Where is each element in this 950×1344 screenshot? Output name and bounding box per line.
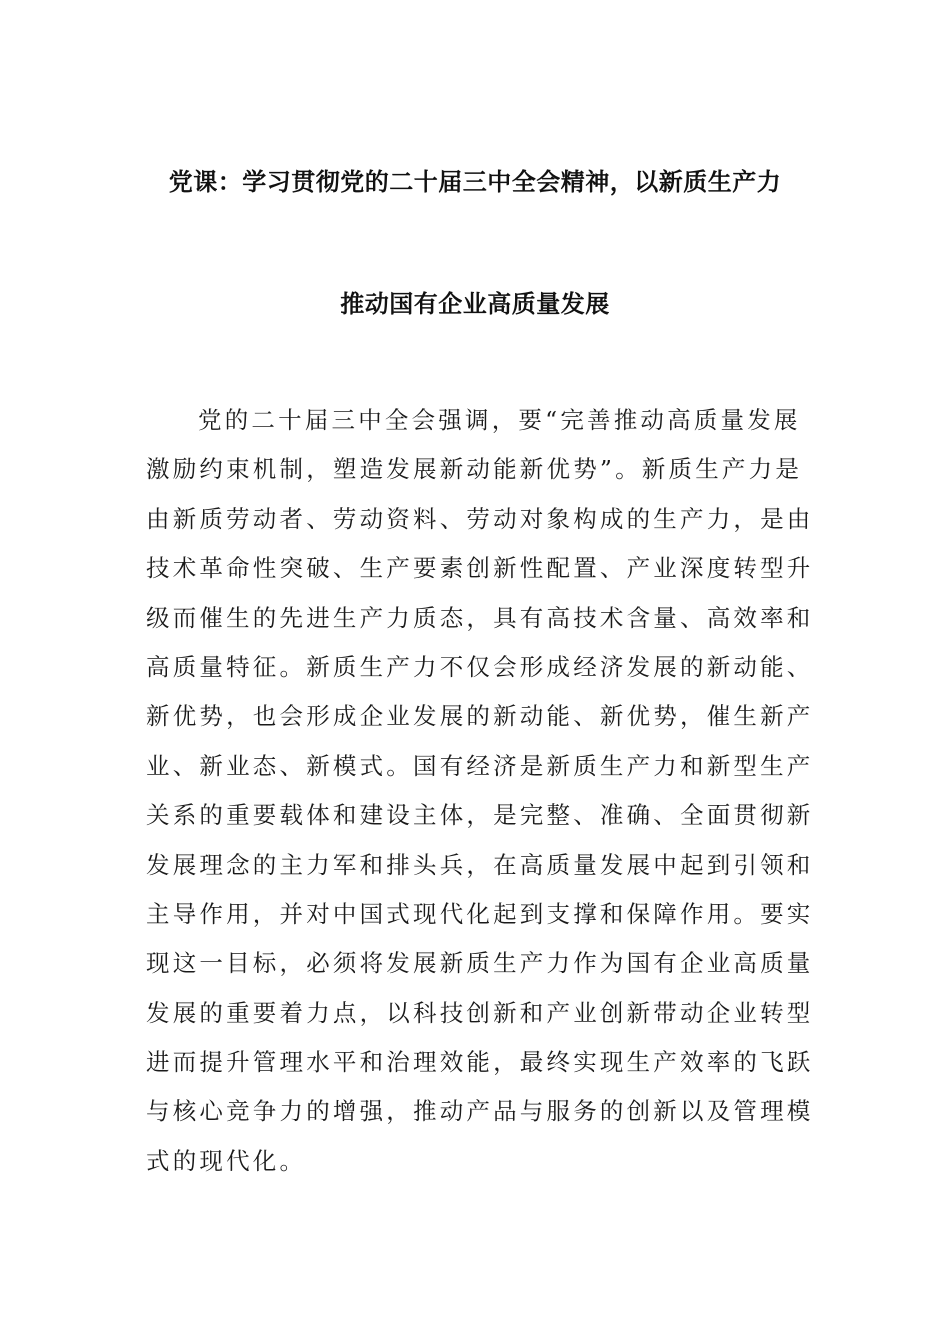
paragraph-line: 党的二十届三中全会强调，要“完善推动高质量发展 (198, 406, 801, 434)
paragraph-line: 发展理念的主力军和排头兵，在高质量发展中起到引领和 (146, 850, 814, 879)
paragraph-line: 新优势，也会形成企业发展的新动能、新优势，催生新产 (146, 702, 814, 731)
paragraph-line: 关系的重要载体和建设主体，是完整、准确、全面贯彻新 (146, 801, 814, 830)
document-title-line-1: 党课：学习贯彻党的二十届三中全会精神，以新质生产力 (168, 168, 782, 196)
paragraph-line: 高质量特征。新质生产力不仅会形成经济发展的新动能、 (146, 652, 814, 681)
document-title-line-2: 推动国有企业高质量发展 (340, 290, 610, 318)
paragraph-line: 技术革命性突破、生产要素创新性配置、产业深度转型升 (146, 554, 814, 583)
paragraph-line: 发展的重要着力点，以科技创新和产业创新带动企业转型 (146, 998, 814, 1027)
paragraph-line: 式的现代化。 (146, 1146, 307, 1175)
paragraph-line: 激励约束机制，塑造发展新动能新优势”。新质生产力是 (146, 455, 803, 484)
paragraph-line: 现这一目标，必须将发展新质生产力作为国有企业高质量 (146, 949, 814, 978)
paragraph-line: 与核心竞争力的增强，推动产品与服务的创新以及管理模 (146, 1097, 814, 1126)
paragraph-line: 进而提升管理水平和治理效能，最终实现生产效率的飞跃 (146, 1048, 814, 1077)
paragraph-line: 主导作用，并对中国式现代化起到支撑和保障作用。要实 (146, 899, 814, 928)
paragraph-line: 由新质劳动者、劳动资料、劳动对象构成的生产力，是由 (146, 504, 814, 533)
paragraph-line: 级而催生的先进生产力质态，具有高技术含量、高效率和 (146, 603, 814, 632)
body-paragraph (146, 396, 814, 1186)
paragraph-line: 业、新业态、新模式。国有经济是新质生产力和新型生产 (146, 751, 814, 780)
